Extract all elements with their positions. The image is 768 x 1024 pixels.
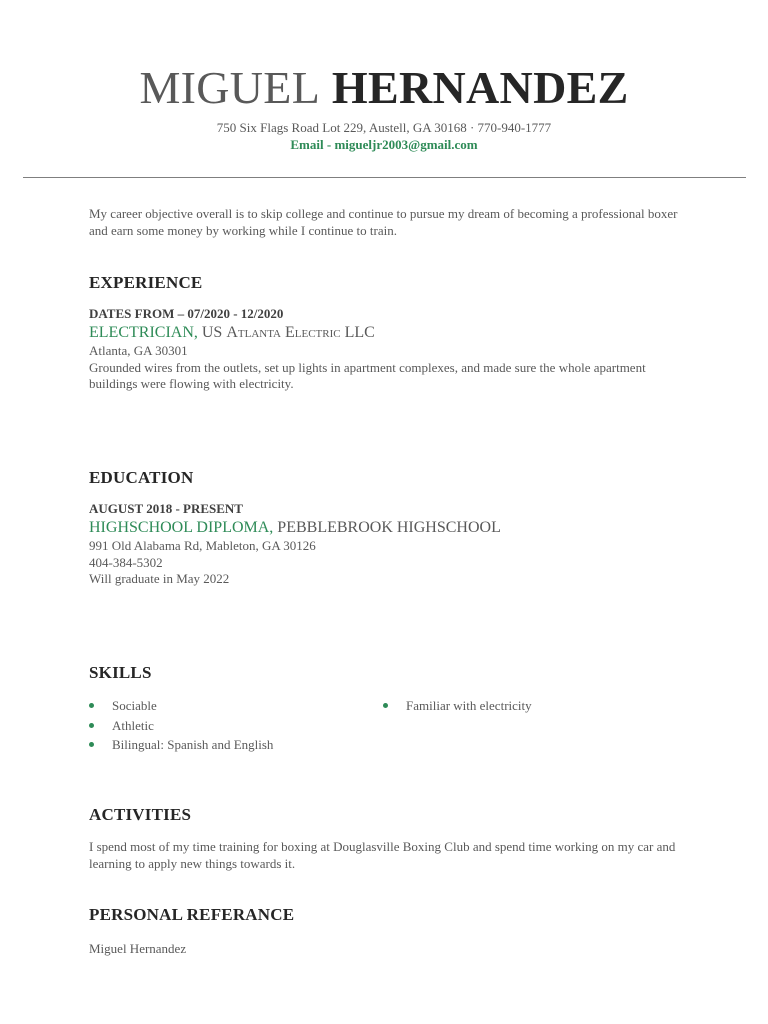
experience-org-prefix: US [201,324,223,341]
contact-address: 750 Six Flags Road Lot 229, Austell, GA 30168 · 770-940-1777 [216,120,552,135]
last-name: HERNANDEZ [331,62,629,113]
experience-dates: DATES FROM – 07/2020 - 12/2020 [89,306,284,321]
experience-heading: EXPERIENCE [89,273,203,292]
full-name [0,62,768,114]
skill-label: Bilingual: Spanish and English [112,737,274,752]
education-title [89,518,689,538]
skills-column-left [89,698,273,757]
education-phone: 404-384-5302 [89,554,163,570]
skills-column-right [383,698,532,718]
education-heading: EDUCATION [89,468,194,487]
experience-role: ELECTRICIAN, [89,324,198,341]
skill-item [89,718,273,738]
activities-heading: ACTIVITIES [89,805,192,824]
skill-item [89,737,273,757]
bullet-icon [89,703,94,708]
skill-label: Athletic [112,717,154,733]
education-address: 991 Old Alabama Rd, Mableton, GA 30126 [89,538,316,553]
experience-org-name: Atlanta Electric LLC [226,324,375,341]
career-objective: My career objective overall is to skip college and continue to pursue my dream of becoming a professional boxer and earn some money by working while I continue to train. [89,206,678,238]
first-name: MIGUEL [139,62,321,113]
resume-header [0,62,768,153]
activities-text: I spend most of my time training for boxing at Douglasville Boxing Club and spend time working on my car and learning to apply new things towards it. [89,839,676,871]
bullet-icon [89,742,94,747]
skill-label: Familiar with electricity [406,698,532,713]
header-divider [23,177,746,178]
skill-label: Sociable [112,698,157,713]
education-degree: HIGHSCHOOL DIPLOMA, [89,519,274,536]
education-note: Will graduate in May 2022 [89,571,230,586]
experience-location: Atlanta, GA 30301 [89,343,188,358]
experience-description: Grounded wires from the outlets, set up lights in apartment complexes, and made sure the whole apartment buildings were flowing with electricity. [89,359,646,391]
bullet-icon [89,723,94,728]
skills-heading: SKILLS [89,663,152,682]
education-entry [89,501,689,588]
bullet-icon [383,703,388,708]
experience-entry [89,306,689,393]
skill-item [89,698,273,718]
reference-heading: PERSONAL REFERANCE [89,905,295,924]
contact-email: Email - migueljr2003@gmail.com [290,137,478,152]
skill-item [383,698,532,718]
reference-name: Miguel Hernandez [89,941,187,956]
education-dates: AUGUST 2018 - PRESENT [89,501,243,516]
experience-title [89,323,689,343]
education-school: PEBBLEBROOK HIGHSCHOOL [277,519,501,536]
